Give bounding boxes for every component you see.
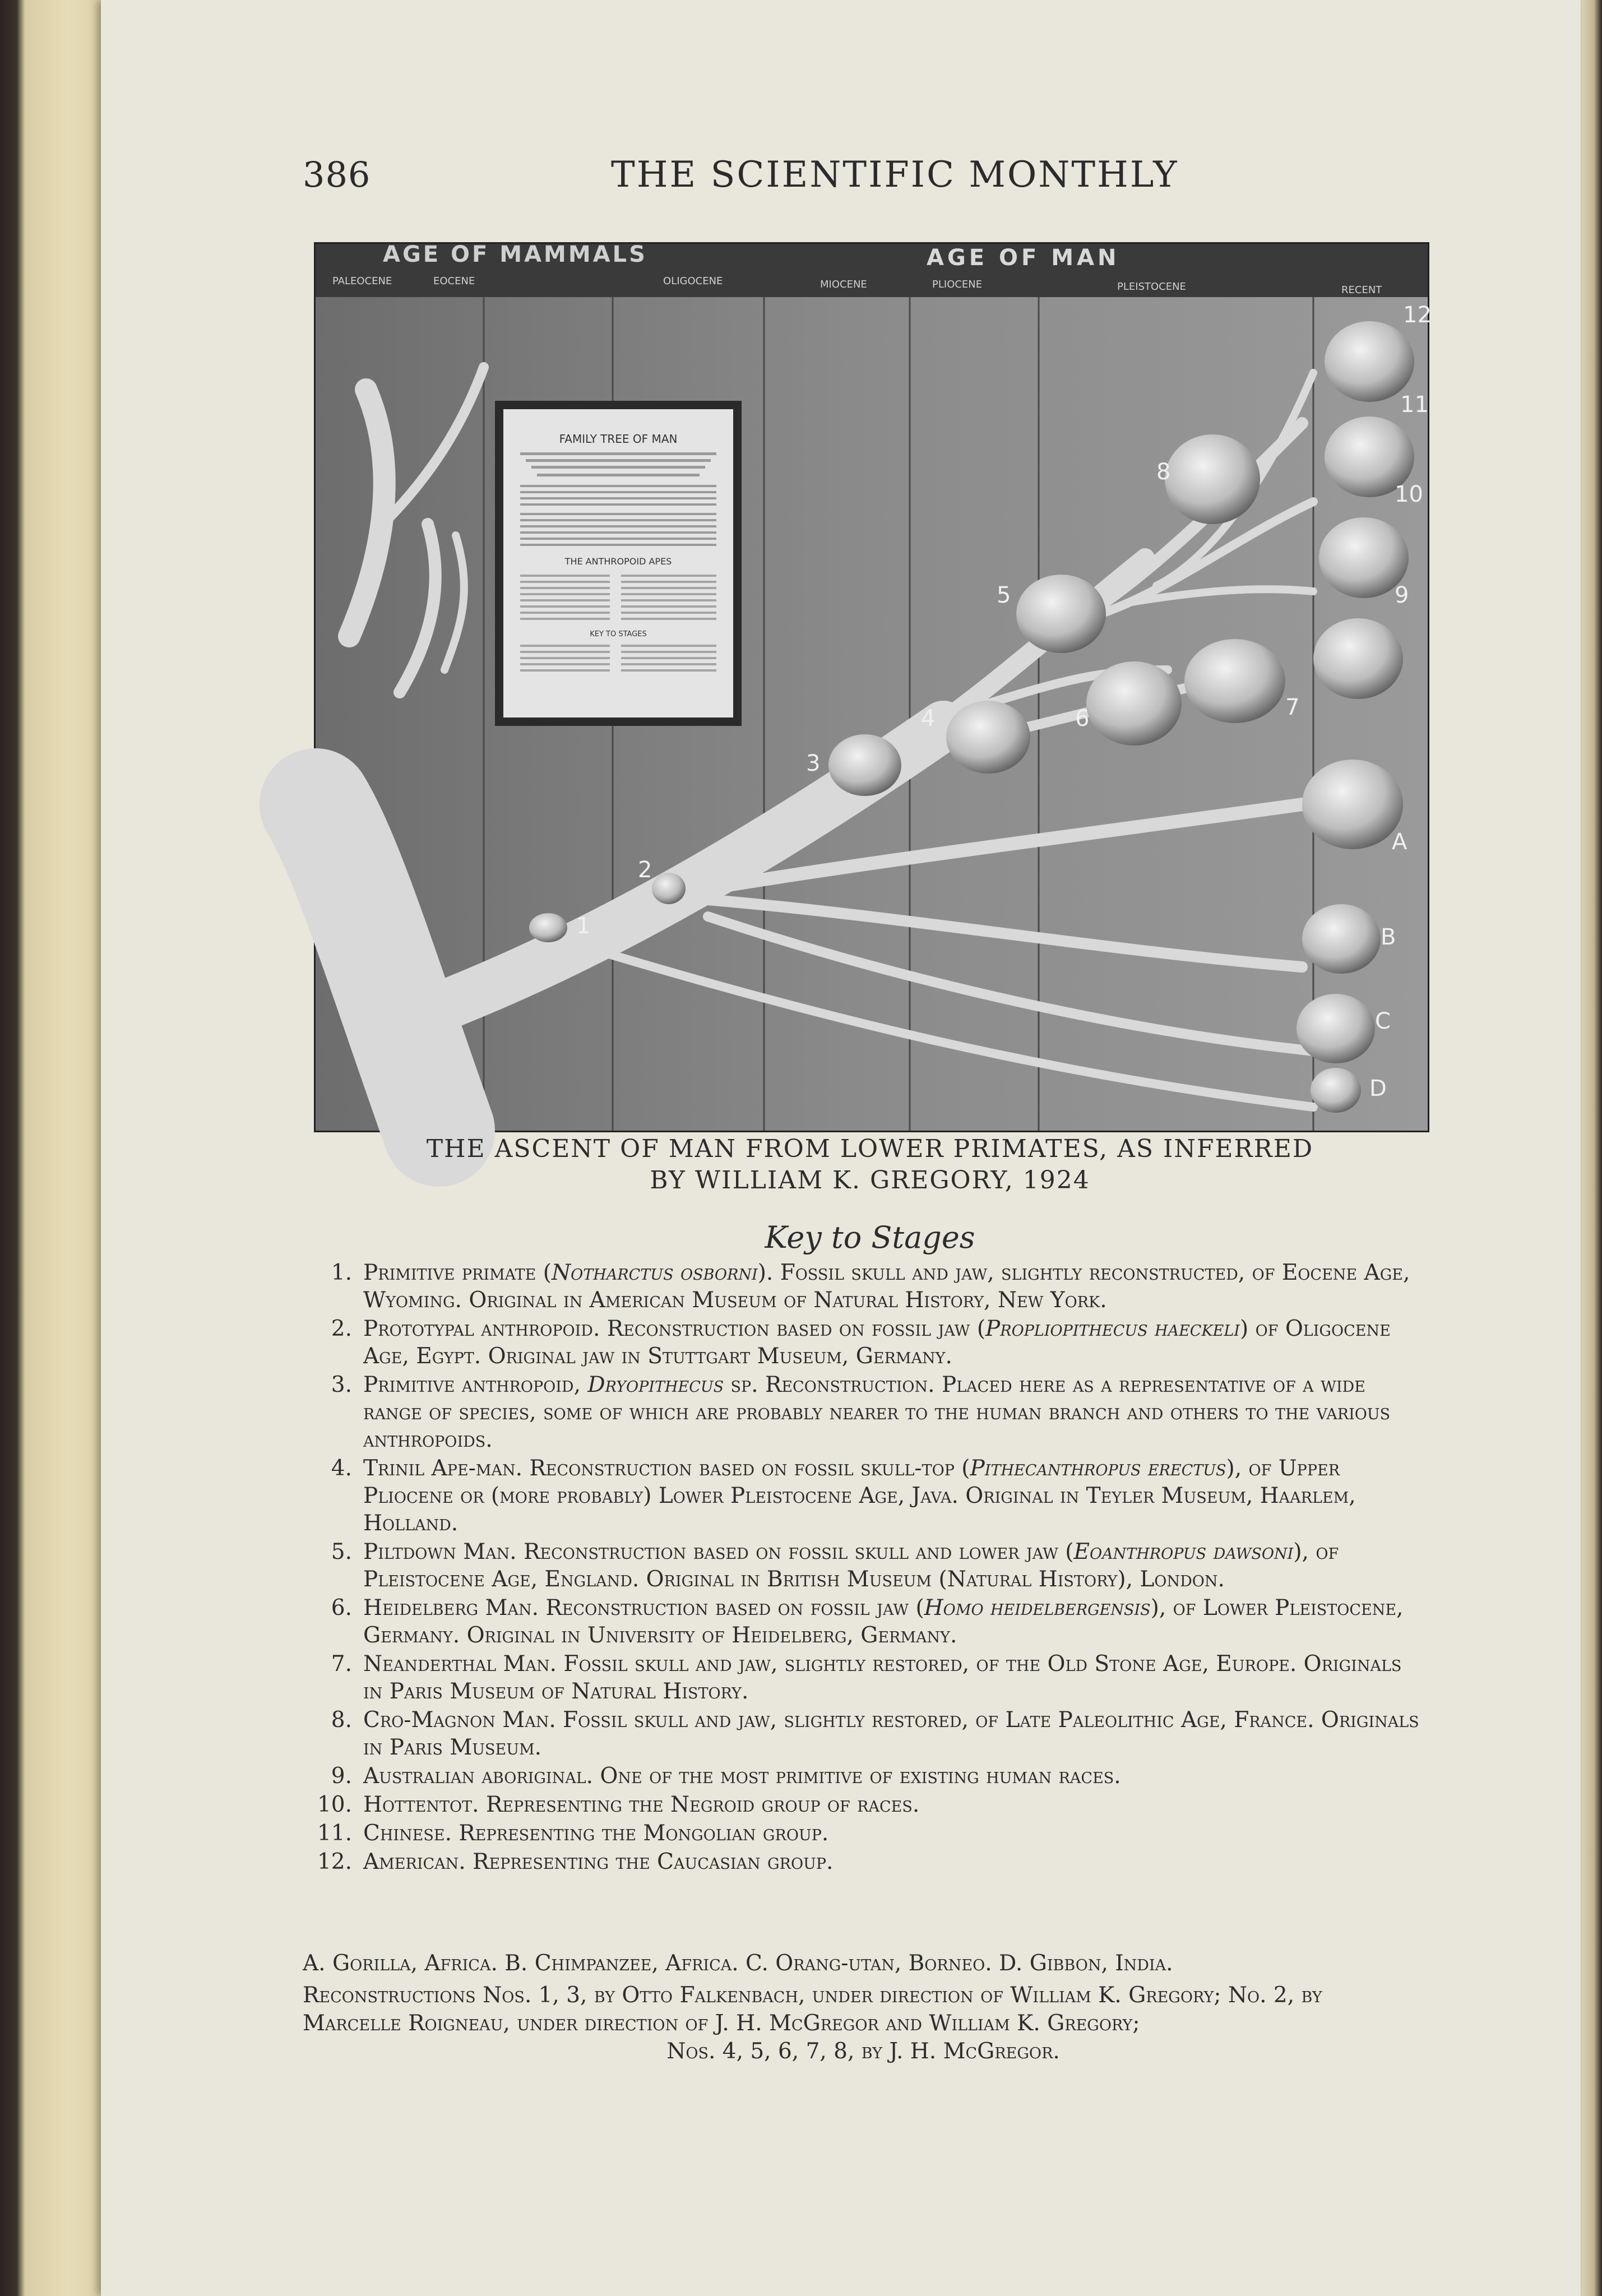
key-item-text: ). Fossil skull and jaw, slightly reconstructed, of Eocene Age, Wyoming. Original in American Museum of Natural History, New York. [363, 1260, 1410, 1313]
caption-line: THE ASCENT OF MAN FROM LOWER PRIMATES, AS INFERRED [426, 1135, 1314, 1163]
species-name: Dryopithecus [587, 1372, 724, 1397]
key-item-text: ) of Oligocene Age, Egypt. Original jaw in Stuttgart Museum, Germany. [363, 1316, 1391, 1369]
stage-label: 9 [1395, 582, 1409, 608]
key-item-number: 2. [331, 1316, 352, 1341]
epoch-label: RECENT [1341, 284, 1382, 296]
page-number: 386 [303, 154, 371, 195]
page-edge [1582, 0, 1602, 2296]
key-item [314, 1594, 1424, 1649]
key-item [314, 1706, 1424, 1761]
key-item-number: 4. [331, 1456, 352, 1481]
key-item [314, 1650, 1424, 1705]
stage-label: D [1369, 1076, 1387, 1101]
key-item-text: Piltdown Man. Reconstruction based on fossil skull and lower jaw ( [363, 1539, 1074, 1564]
key-item-text: sp. Reconstruction. Placed here as a representative of a wide range of species, some of which are probably nearer to the human branch and others to the various anthropoids. [363, 1372, 1391, 1452]
key-item-number: 9. [331, 1763, 352, 1789]
key-item-text: Heidelberg Man. Reconstruction based on fossil jaw ( [363, 1595, 924, 1621]
stage-label: 2 [638, 857, 652, 883]
key-item-text: Chinese. Representing the Mongolian group. [363, 1821, 829, 1846]
key-item [314, 1538, 1424, 1593]
epoch-label: PLIOCENE [932, 279, 983, 290]
epoch-label: MIOCENE [820, 279, 867, 290]
species-name: Eoanthropus dawsoni [1073, 1539, 1294, 1564]
key-item [314, 1791, 1424, 1818]
epoch-label: EOCENE [433, 275, 475, 287]
stage-label: 12 [1403, 302, 1432, 328]
credits-text: Reconstructions Nos. 1, 3, by Otto Falkenbach, under direction of William K. Gregory; No. 2, by Marcelle Roigneau, under direction of J. H. McGregor and William K. Gregory; [303, 1983, 1322, 2036]
stage-label: 5 [997, 582, 1011, 608]
stage-label: 1 [576, 913, 591, 939]
species-name: Propliopithecus haeckeli [985, 1316, 1240, 1341]
key-item [314, 1455, 1424, 1537]
key-item [314, 1820, 1424, 1847]
key-item-number: 8. [331, 1707, 352, 1733]
key-item [314, 1315, 1424, 1370]
key-item-text: ), of Pleistocene Age, England. Original in British Museum (Natural History), London. [363, 1539, 1339, 1592]
epoch-label: PALEOCENE [332, 275, 392, 287]
key-item-text: Trinil Ape-man. Reconstruction based on fossil skull-top ( [363, 1456, 970, 1481]
key-item [314, 1259, 1424, 1314]
band-left-label: AGE OF MAMMALS [383, 242, 647, 267]
sign-title: FAMILY TREE OF MAN [559, 432, 678, 446]
epoch-label: OLIGOCENE [663, 275, 723, 287]
epoch-label: PLEISTOCENE [1117, 281, 1186, 293]
key-item-text: American. Representing the Caucasian group. [363, 1849, 834, 1874]
stage-label: 8 [1156, 459, 1171, 485]
caption-line: BY WILLIAM K. GREGORY, 1924 [650, 1166, 1090, 1195]
stage-label: 3 [806, 751, 821, 776]
sign-subtitle: THE ANTHROPOID APES [564, 556, 672, 567]
key-item-text: Australian aboriginal. One of the most primitive of existing human races. [363, 1763, 1121, 1789]
key-item [314, 1762, 1424, 1790]
stage-label: 4 [921, 706, 936, 732]
key-item [314, 1371, 1424, 1453]
key-item-number: 1. [331, 1260, 352, 1285]
running-head: THE SCIENTIFIC MONTHLY [611, 154, 1179, 196]
key-item-text: Neanderthal Man. Fossil skull and jaw, slightly restored, of the Old Stone Age, Europe. Originals in Paris Museum of Natural History. [363, 1651, 1402, 1704]
sign-fine-print [520, 452, 716, 546]
key-item-text: Prototypal anthropoid. Reconstruction based on fossil jaw ( [363, 1316, 986, 1341]
credits-text: Nos. 4, 5, 6, 7, 8, by J. H. McGregor. [666, 2039, 1060, 2064]
stage-label: A [1392, 829, 1407, 855]
stage-label: 6 [1075, 706, 1090, 732]
key-item-number: 12. [317, 1849, 352, 1874]
apes-key: A. Gorilla, Africa. B. Chimpanzee, Africa. C. Orang-utan, Borneo. D. Gibbon, India. [303, 1951, 1173, 1976]
key-item-text: Hottentot. Representing the Negroid group of races. [363, 1792, 920, 1817]
key-item-number: 6. [331, 1595, 352, 1621]
key-item-number: 7. [331, 1651, 352, 1677]
species-name: Notharctus osborni [552, 1260, 758, 1285]
band-right-label: AGE OF MAN [927, 245, 1120, 271]
key-item-number: 10. [317, 1792, 352, 1817]
stage-label: 7 [1285, 695, 1300, 720]
key-title: Key to Stages [765, 1220, 975, 1255]
key-item-text: Primitive primate ( [363, 1260, 552, 1285]
key-item-number: 11. [317, 1821, 352, 1846]
key-item-text: Primitive anthropoid, [363, 1372, 588, 1397]
stage-label: 11 [1400, 392, 1429, 418]
key-item-text: ), of Lower Pleistocene, Germany. Original in University of Heidelberg, Germany. [363, 1595, 1404, 1648]
species-name: Pithecanthropus erectus [970, 1456, 1226, 1481]
family-tree-photo [316, 242, 1432, 1131]
sign-key: KEY TO STAGES [590, 630, 647, 638]
credits [303, 1982, 1424, 2066]
key-item [314, 1848, 1424, 1876]
key-item-number: 3. [331, 1372, 352, 1397]
stage-label: B [1381, 924, 1396, 950]
figure-caption [314, 1133, 1426, 1196]
key-item-text: ), of Upper Pliocene or (more probably) Lower Pleistocene Age, Java. Original in Teyler Museum, Haarlem, Holland. [363, 1456, 1356, 1536]
species-name: Homo heidelbergensis [924, 1595, 1151, 1621]
key-item-number: 5. [331, 1539, 352, 1564]
photo-plate [314, 242, 1432, 1132]
stage-label: 10 [1395, 482, 1423, 507]
key-list [314, 1259, 1424, 1877]
key-item-text: Cro-Magnon Man. Fossil skull and jaw, slightly restored, of Late Paleolithic Age, France. Originals in Paris Museum. [363, 1707, 1419, 1760]
stage-label: C [1375, 1008, 1391, 1034]
